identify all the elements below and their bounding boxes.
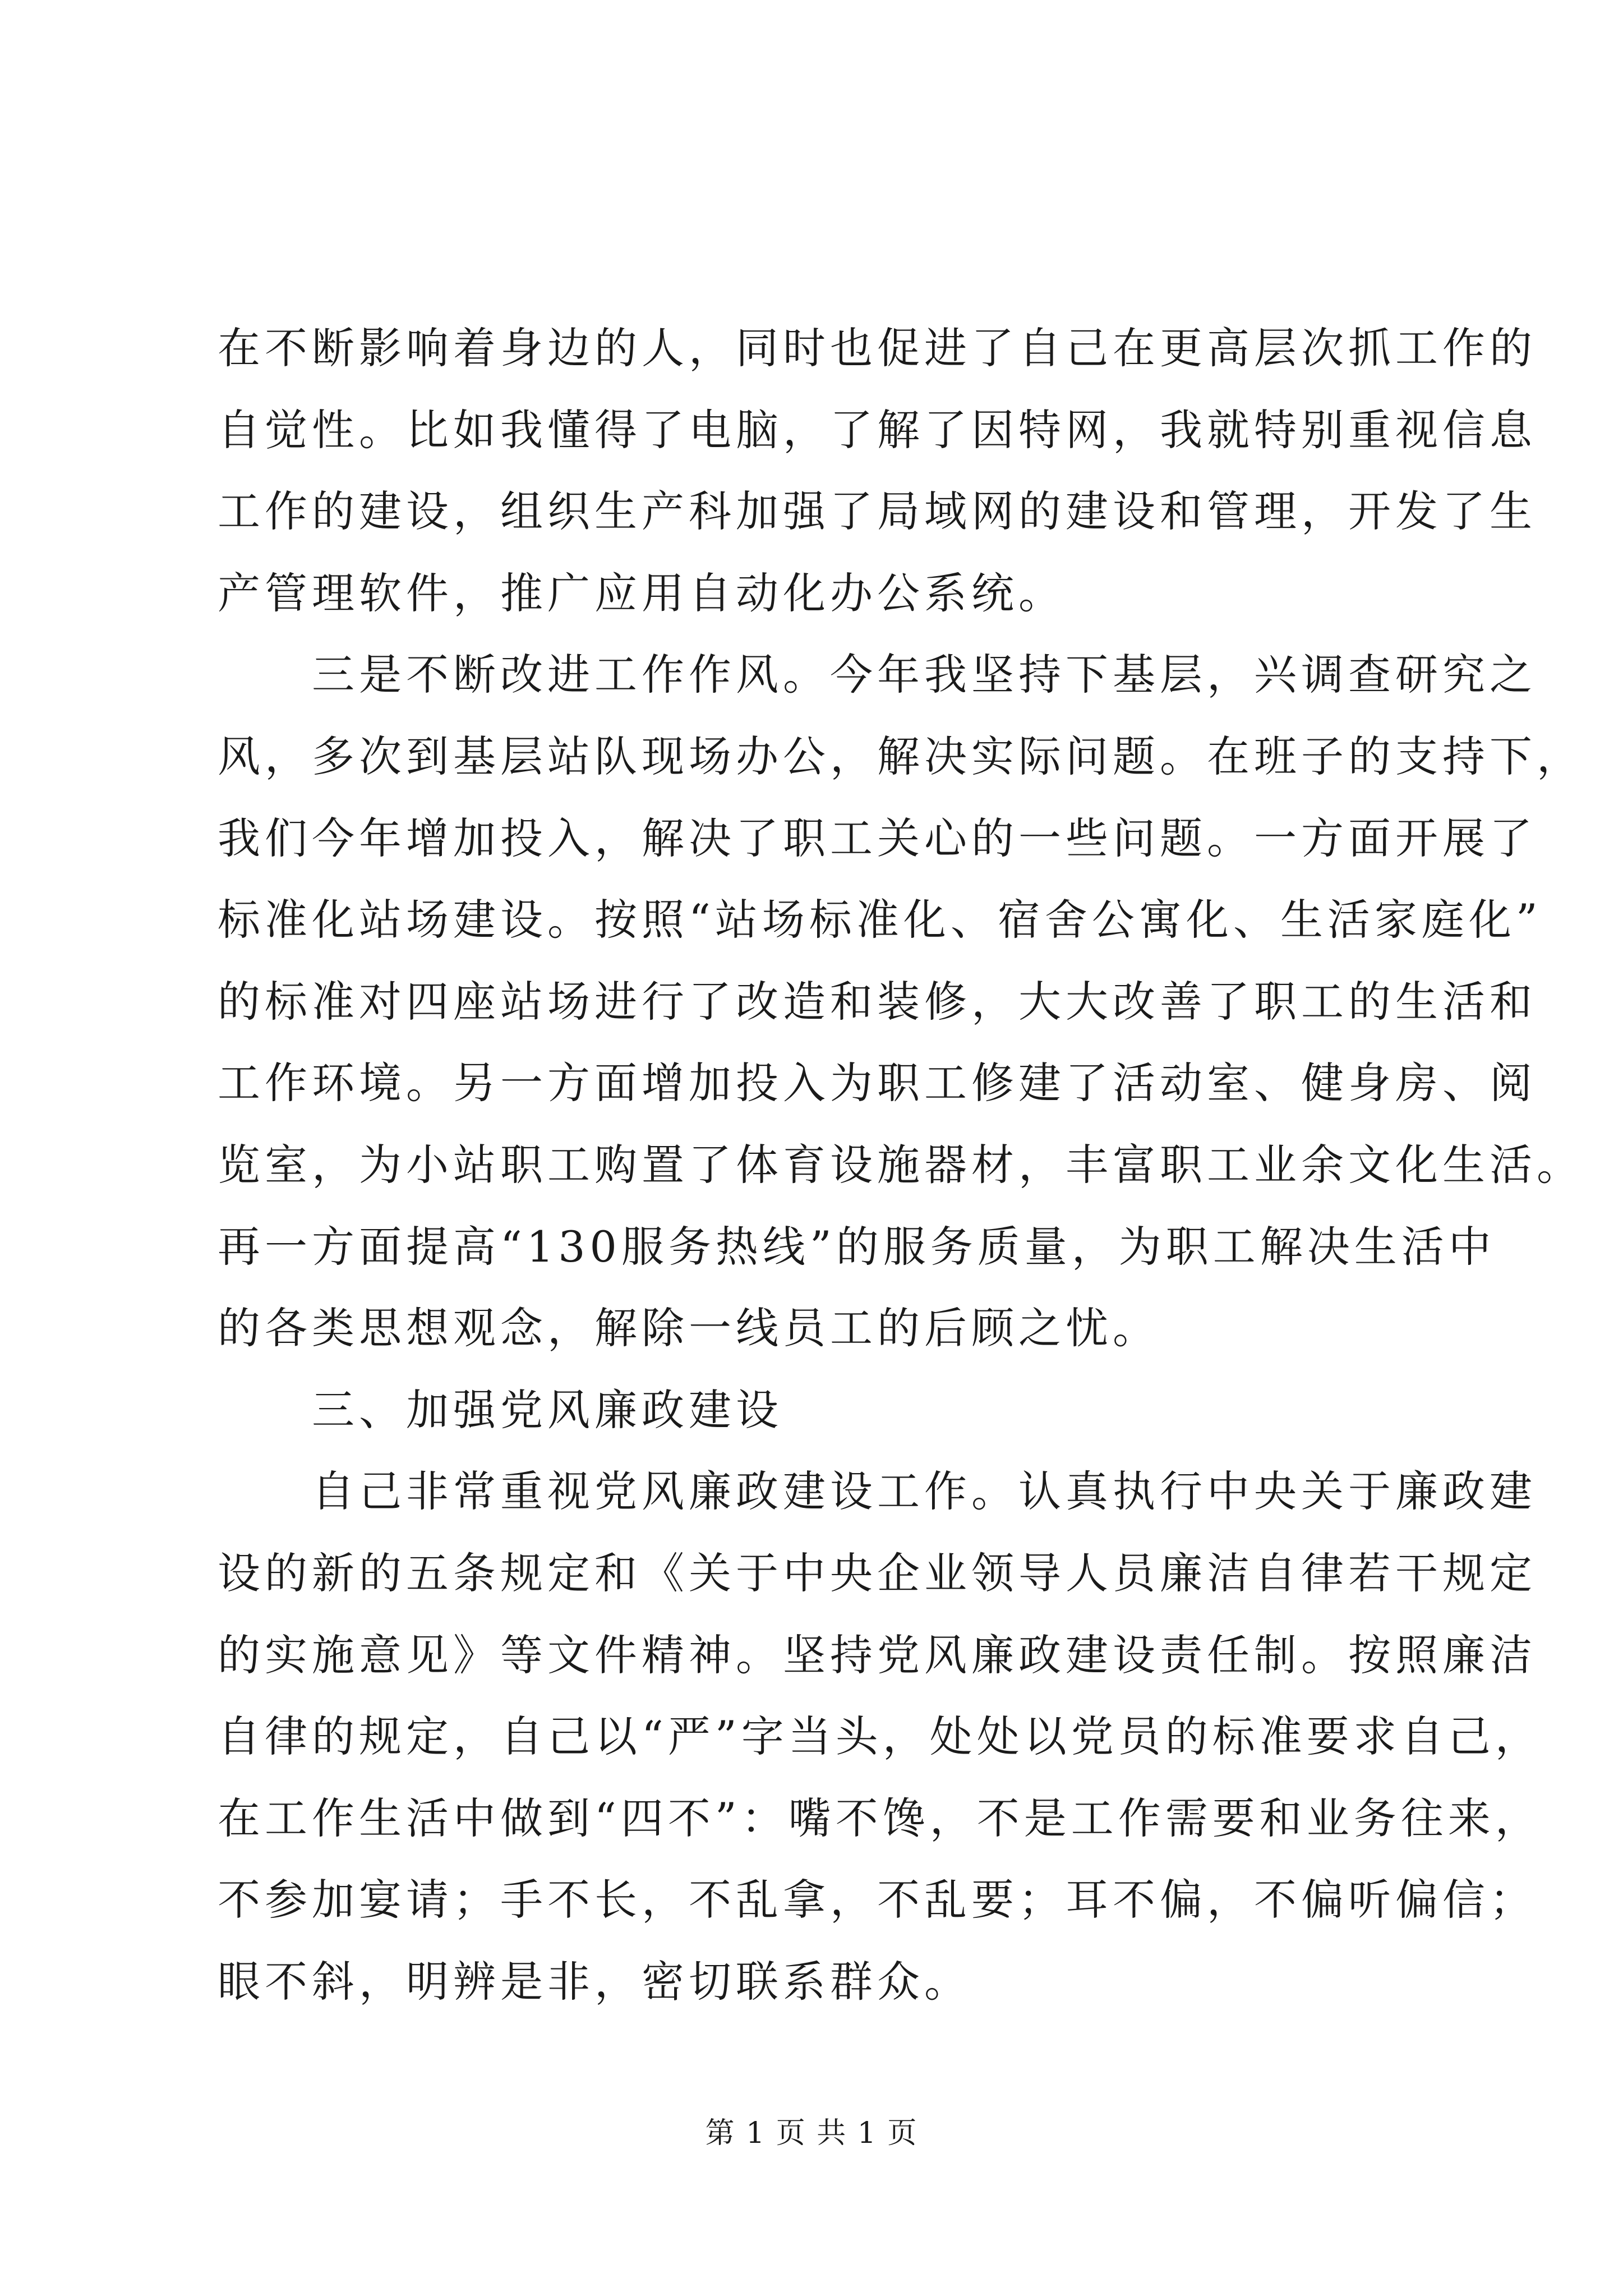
text-line: 的标准对四座站场进行了改造和装修，大大改善了职工的生活和 — [218, 976, 1537, 1027]
text-line: 自觉性。比如我懂得了电脑，了解了因特网，我就特别重视信息 — [218, 404, 1537, 455]
text-line: 在工作生活中做到“四不”：嘴不馋，不是工作需要和业务往来， — [218, 1793, 1542, 1843]
text-line: 风，多次到基层站队现场办公，解决实际问题。在班子的支持下， — [218, 731, 1584, 781]
page-footer: 第 1 页 共 1 页 — [705, 2116, 918, 2150]
text-line: 再一方面提高“130服务热线”的服务质量，为职工解决生活中 — [218, 1221, 1496, 1272]
text-line: 工作环境。另一方面增加投入为职工修建了活动室、健身房、阅 — [218, 1058, 1537, 1108]
text-line: 自律的规定，自己以“严”字当头，处处以党员的标准要求自己， — [218, 1711, 1542, 1762]
document-body — [218, 307, 1584, 2022]
text-line: 眼不斜，明辨是非，密切联系群众。 — [218, 1956, 971, 2007]
text-line: 产管理软件，推广应用自动化办公系统。 — [218, 568, 1066, 618]
text-line: 工作的建设，组织生产科加强了局域网的建设和管理，开发了生 — [218, 486, 1537, 537]
text-line: 三、加强党风廉政建设 — [312, 1384, 783, 1435]
text-line: 在不断影响着身边的人，同时也促进了自己在更高层次抓工作的 — [218, 323, 1537, 373]
text-line: 不参加宴请；手不长，不乱拿，不乱要；耳不偏，不偏听偏信； — [218, 1875, 1537, 1925]
text-line: 标准化站场建设。按照“站场标准化、宿舍公寓化、生活家庭化” — [218, 895, 1542, 945]
text-line: 的实施意见》等文件精神。坚持党风廉政建设责任制。按照廉洁 — [218, 1630, 1537, 1680]
text-line: 我们今年增加投入，解决了职工关心的一些问题。一方面开展了 — [218, 813, 1537, 863]
text-line: 的各类思想观念，解除一线员工的后顾之忧。 — [218, 1303, 1160, 1354]
text-line: 设的新的五条规定和《关于中央企业领导人员廉洁自律若干规定 — [218, 1548, 1537, 1598]
text-line: 自己非常重视党风廉政建设工作。认真执行中央关于廉政建 — [312, 1466, 1537, 1517]
text-line: 览室，为小站职工购置了体育设施器材，丰富职工业余文化生活。 — [218, 1139, 1584, 1190]
text-line: 三是不断改进工作作风。今年我坚持下基层，兴调查研究之 — [312, 650, 1537, 700]
